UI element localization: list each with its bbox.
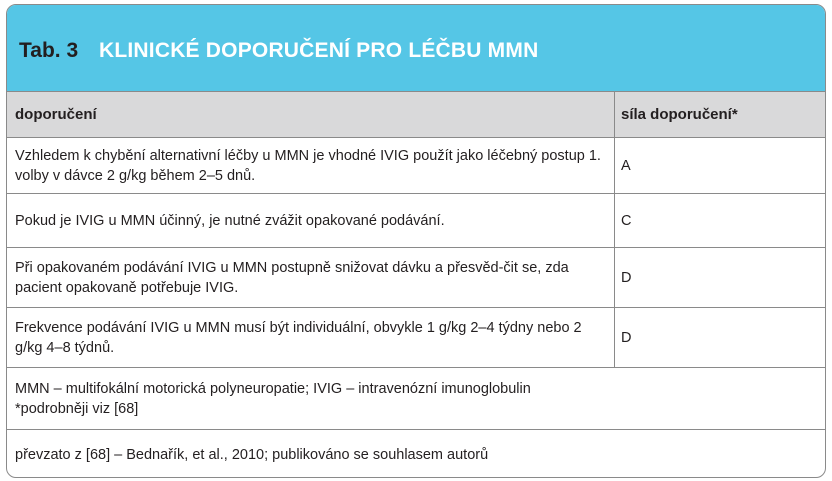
recommendation-text: Pokud je IVIG u MMN účinný, je nutné zvážit opakované podávání. <box>7 194 615 247</box>
table-number: Tab. 3 <box>19 39 79 62</box>
footnote-row <box>7 367 825 429</box>
source-row <box>7 429 825 478</box>
footnote-cell <box>7 368 825 429</box>
column-header-strength: síla doporučení* <box>621 105 738 123</box>
footnote-reference: *podrobněji viz [68] <box>15 400 139 417</box>
table-row <box>7 247 825 307</box>
table-row <box>7 193 825 247</box>
footnote-abbreviations: MMN – multifokální motorická polyneuropatie; IVIG – intravenózní imunoglobulin <box>15 380 531 397</box>
source-note: převzato z [68] – Bednařík, et al., 2010; publikováno se souhlasem autorů <box>15 446 489 463</box>
table-row <box>7 137 825 193</box>
recommendation-grade: A <box>621 157 631 174</box>
column-header-recommendation: doporučení <box>7 92 615 137</box>
recommendation-text: Při opakovaném podávání IVIG u MMN postupně snižovat dávku a přesvěd-čit se, zda pacient opakovaně potřebuje IVIG. <box>7 248 615 307</box>
recommendation-grade: D <box>621 269 632 286</box>
recommendation-text: Vzhledem k chybění alternativní léčby u MMN je vhodné IVIG použít jako léčebný postup 1. volby v dávce 2 g/kg během 2–5 dnů. <box>7 138 615 193</box>
table-header-bar <box>7 5 825 91</box>
column-header-row <box>7 91 825 137</box>
recommendation-text: Frekvence podávání IVIG u MMN musí být individuální, obvykle 1 g/kg 2–4 týdny nebo 2 g/kg 4–8 týdnů. <box>7 308 615 367</box>
table-row <box>7 307 825 367</box>
recommendation-table <box>6 4 826 478</box>
recommendation-grade: D <box>621 329 632 346</box>
table-title: KLINICKÉ DOPORUČENÍ PRO LÉČBU MMN <box>99 39 539 62</box>
recommendation-grade: C <box>621 212 632 229</box>
